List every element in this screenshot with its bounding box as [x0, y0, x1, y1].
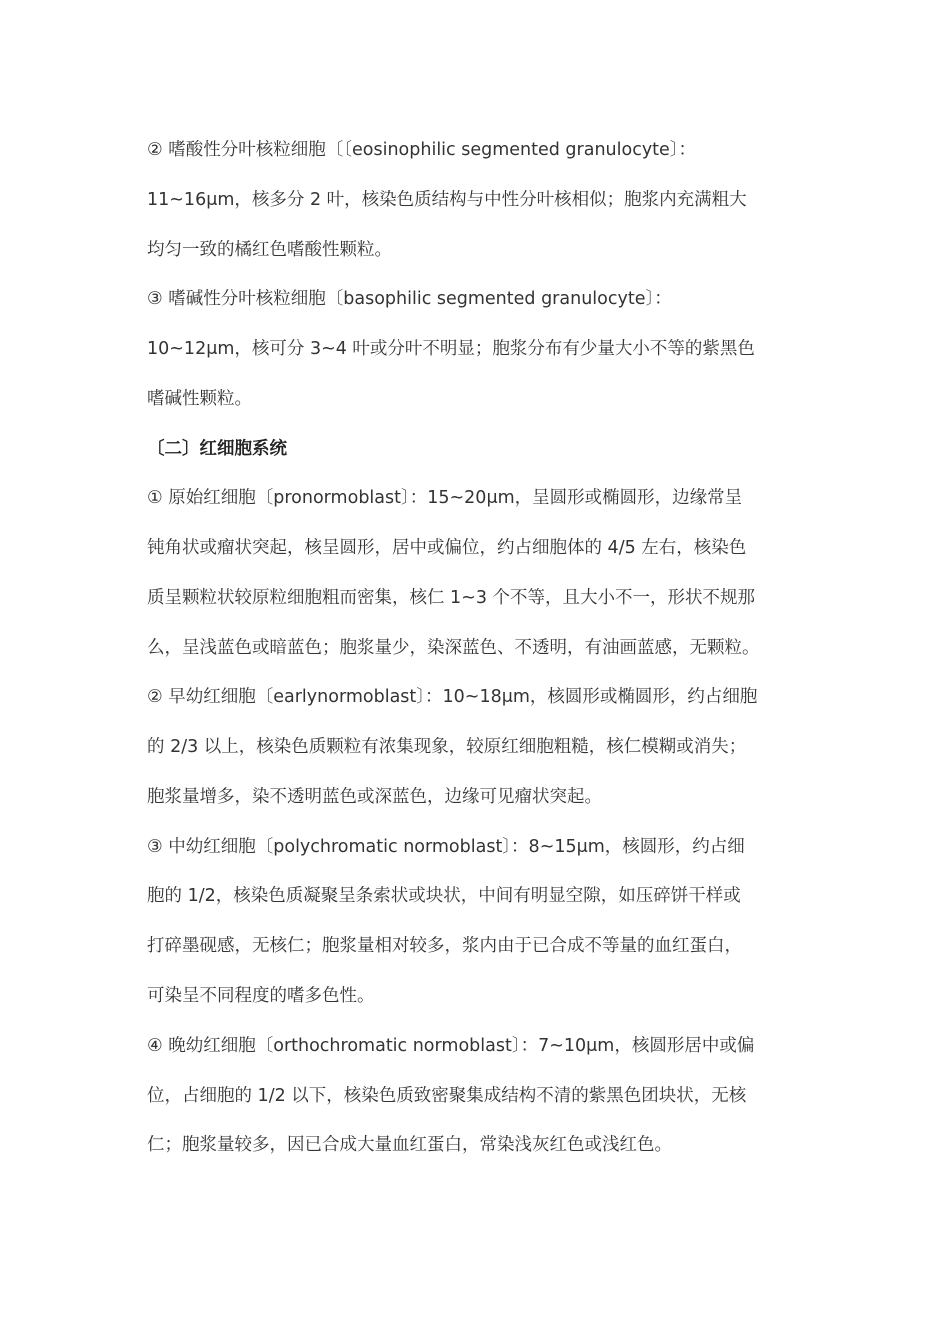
text-line: 11~16μm，核多分 2 叶，核染色质结构与中性分叶核相似；胞浆内充满粗大	[147, 190, 747, 210]
text-line-orthochromatic-title: ④ 晚幼红细胞〔orthochromatic normoblast〕：7~10μm，核圆形居中或偏	[147, 1036, 755, 1056]
text-line: 么，呈浅蓝色或暗蓝色；胞浆量少，染深蓝色、不透明，有油画蓝感，无颗粒。	[147, 638, 760, 658]
text-line-polychromatic-title: ③ 中幼红细胞〔polychromatic normoblast〕：8~15μm，核圆形，约占细	[147, 837, 745, 857]
text-line: 质呈颗粒状较原粒细胞粗而密集，核仁 1~3 个不等，且大小不一，形状不规那	[147, 588, 756, 608]
text-line-pronormoblast-title: ① 原始红细胞〔pronormoblast〕：15~20μm，呈圆形或椭圆形，边缘常呈	[147, 488, 743, 508]
text-line: 均匀一致的橘红色嗜酸性颗粒。	[147, 240, 392, 260]
text-line: 位，占细胞的 1/2 以下，核染色质致密聚集成结构不清的紫黑色团块状，无核	[147, 1086, 747, 1106]
text-line-basophil-title: ③ 嗜碱性分叶核粒细胞〔basophilic segmented granulocyte〕：	[147, 289, 672, 309]
section-heading: 〔二〕红细胞系统	[147, 439, 287, 459]
text-line: 钝角状或瘤状突起，核呈圆形，居中或偏位，约占细胞体的 4/5 左右，核染色	[147, 538, 747, 558]
text-line-early-normoblast-title: ② 早幼红细胞〔earlynormoblast〕：10~18μm，核圆形或椭圆形，约占细胞	[147, 687, 758, 707]
text-line: 的 2/3 以上，核染色质颗粒有浓集现象，较原红细胞粗糙，核仁模糊或消失；	[147, 737, 747, 757]
text-line-eosinophil-title: ② 嗜酸性分叶核粒细胞〔〔eosinophilic segmented granulocyte〕：	[147, 140, 697, 160]
text-line: 嗜碱性颗粒。	[147, 389, 252, 409]
text-line: 仁；胞浆量较多，因已合成大量血红蛋白，常染浅灰红色或浅红色。	[147, 1135, 672, 1155]
text-line: 打碎墨砚感，无核仁；胞浆量相对较多，浆内由于已合成不等量的血红蛋白，	[147, 936, 742, 956]
text-line: 胞的 1/2，核染色质凝聚呈条索状或块状，中间有明显空隙，如压碎饼干样或	[147, 886, 741, 906]
text-line: 10~12μm，核可分 3~4 叶或分叶不明显；胞浆分布有少量大小不等的紫黑色	[147, 339, 755, 359]
text-line: 胞浆量增多，染不透明蓝色或深蓝色，边缘可见瘤状突起。	[147, 787, 602, 807]
text-line: 可染呈不同程度的嗜多色性。	[147, 986, 375, 1006]
